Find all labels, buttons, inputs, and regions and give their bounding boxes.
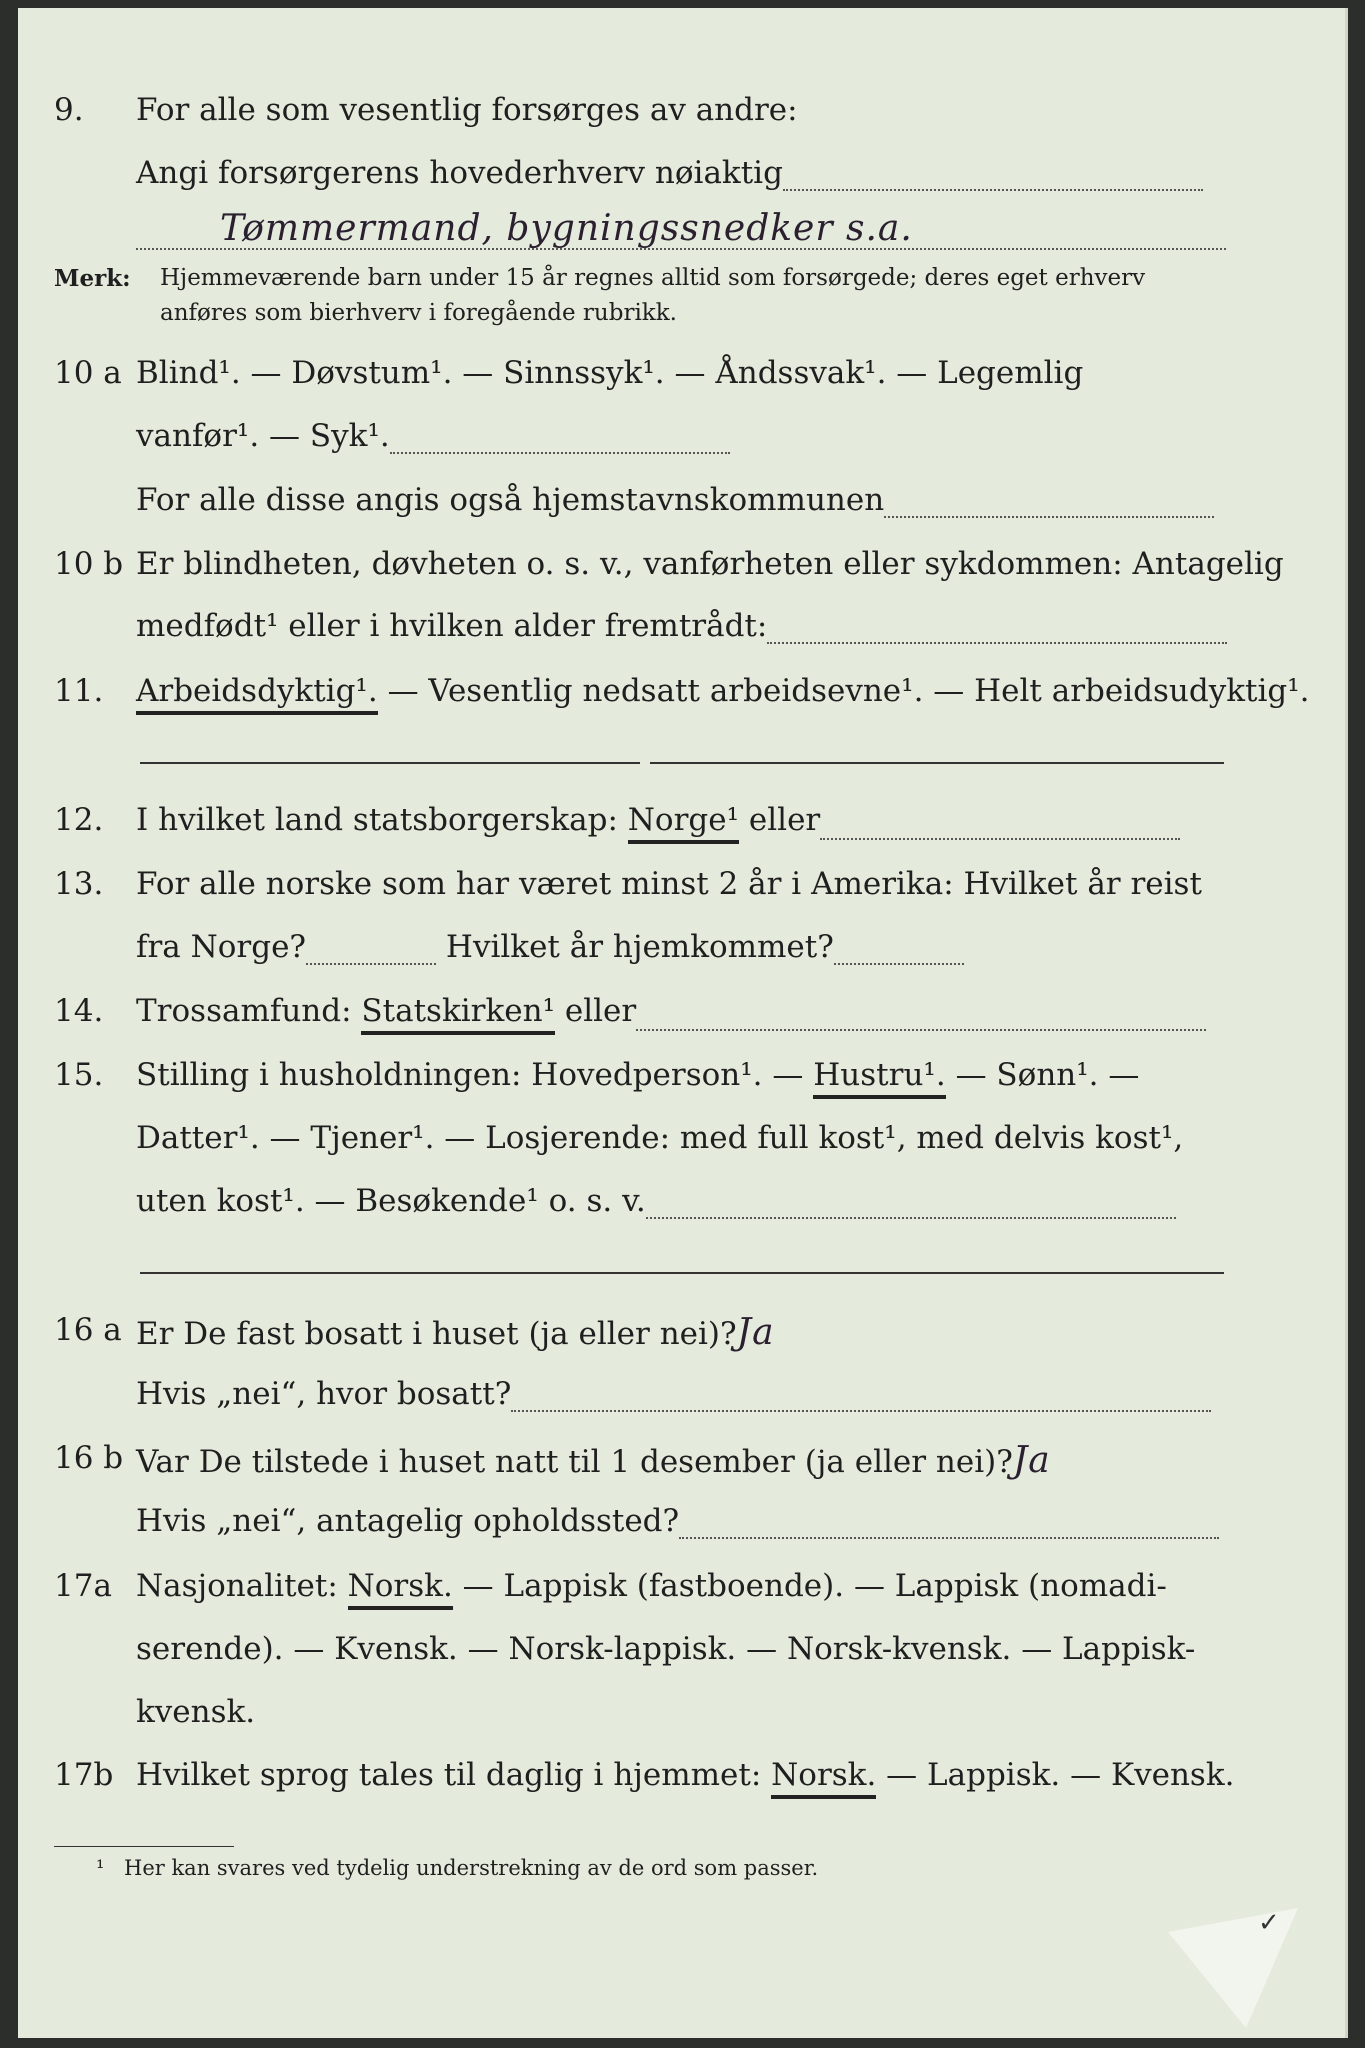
question-text: Hvis „nei“, hvor bosatt? — [136, 1376, 512, 1412]
question-text: Var De tilstede i huset natt til 1 desember (ja eller nei)? — [136, 1444, 1013, 1480]
q11-line — [0, 673, 1365, 729]
question-text: — Lappisk. — Kvensk. — [886, 1757, 1235, 1793]
footnote — [0, 1856, 1365, 1912]
question-text: Blind¹. — Døvstum¹. — Sinnssyk¹. — Åndssvak¹. — Legemlig — [136, 355, 1084, 391]
fill-line — [136, 248, 1226, 250]
marked-option: Norsk. — [348, 1568, 453, 1610]
question-text: — Lappisk (fastboende). — Lappisk (nomadi- — [462, 1568, 1167, 1604]
question-number: 14. — [54, 993, 104, 1029]
q13-line2 — [0, 929, 1365, 985]
question-text: Angi forsørgerens hovederhverv nøiaktig — [136, 155, 783, 191]
question-text: serende). — Kvensk. — Norsk-lappisk. — Norsk-kvensk. — Lappisk- — [136, 1631, 1196, 1667]
question-text: eller — [564, 993, 637, 1029]
q14-line — [0, 993, 1365, 1049]
question-text: For alle som vesentlig forsørges av andre: — [136, 92, 798, 128]
marked-option: Hustru¹. — [813, 1057, 945, 1099]
q15-line3 — [0, 1183, 1365, 1239]
merk-label: Merk: — [54, 265, 131, 292]
question-text: Stilling i husholdningen: Hovedperson¹. — — [136, 1057, 804, 1093]
question-text: I hvilket land statsborgerskap: — [136, 802, 618, 838]
fill-line — [646, 1189, 1176, 1219]
question-text: — Sønn¹. — — [955, 1057, 1140, 1093]
marked-option: Arbeidsdyktig¹. — [136, 673, 378, 715]
question-number: 9. — [54, 92, 84, 128]
q17b-line — [0, 1757, 1365, 1813]
q17a-line2 — [0, 1631, 1365, 1687]
footnote-rule — [54, 1846, 234, 1847]
question-number: 16 a — [54, 1312, 122, 1348]
question-number: 11. — [54, 673, 104, 709]
q9-line2 — [0, 155, 1365, 211]
q10b-line1 — [0, 546, 1365, 602]
q15-line1 — [0, 1057, 1365, 1113]
question-number: 13. — [54, 866, 104, 902]
merk-text: anføres som bierhverv i foregående rubrikk. — [160, 300, 677, 326]
question-number: 12. — [54, 802, 104, 838]
question-number: 10 b — [54, 546, 124, 582]
fill-line — [390, 424, 730, 454]
question-text: Trossamfund: — [136, 993, 352, 1029]
handwritten-answer: Ja — [1012, 1440, 1051, 1481]
q16b-line2 — [0, 1503, 1365, 1559]
question-number: 15. — [54, 1057, 104, 1093]
q10a-line2 — [0, 418, 1365, 474]
fill-line — [767, 614, 1227, 644]
merk-line2 — [0, 300, 1365, 356]
q16a-line1 — [0, 1312, 1365, 1368]
q10a-line3 — [0, 482, 1365, 538]
q10a-line1 — [0, 355, 1365, 411]
checkmark-icon: ✓ — [1258, 1908, 1280, 1938]
question-text: medfødt¹ eller i hvilken alder fremtrådt: — [136, 608, 768, 644]
question-text: fra Norge? — [136, 929, 307, 965]
question-text: vanfør¹. — Syk¹. — [136, 418, 390, 454]
q17a-line3 — [0, 1694, 1365, 1750]
q12-line — [0, 802, 1365, 858]
fill-line — [511, 1382, 1211, 1412]
divider — [140, 762, 640, 764]
question-text: Hvilket år hjemkommet? — [445, 929, 834, 965]
divider — [650, 762, 1224, 764]
q13-line1 — [0, 866, 1365, 922]
marked-option: Norge¹ — [628, 802, 739, 844]
question-number: 17a — [54, 1568, 112, 1604]
q16a-line2 — [0, 1376, 1365, 1432]
marked-option: Statskirken¹ — [361, 993, 555, 1035]
question-number: 17b — [54, 1757, 114, 1793]
question-text: kvensk. — [136, 1694, 256, 1730]
fill-line — [636, 1001, 1206, 1031]
question-number: 16 b — [54, 1440, 124, 1476]
handwritten-answer: Ja — [736, 1312, 775, 1353]
merk-text: Hjemmeværende barn under 15 år regnes alltid som forsørgede; deres eget erhverv — [160, 265, 1146, 291]
question-text: Hvis „nei“, antagelig opholdssted? — [136, 1503, 680, 1539]
fill-line — [884, 488, 1214, 518]
question-text: Nasjonalitet: — [136, 1568, 338, 1604]
footnote-mark: ¹ — [96, 1856, 105, 1880]
marked-option: Norsk. — [771, 1757, 876, 1799]
fill-line — [820, 810, 1180, 840]
question-text: For alle norske som har været minst 2 år i Amerika: Hvilket år reist — [136, 866, 1202, 902]
footnote-text: Her kan svares ved tydelig understrekning av de ord som passer. — [124, 1856, 819, 1880]
divider — [140, 1272, 1224, 1274]
q17a-line1 — [0, 1568, 1365, 1624]
q16b-line1 — [0, 1440, 1365, 1496]
q15-line2 — [0, 1120, 1365, 1176]
q9-answer-line — [0, 208, 1365, 258]
handwritten-answer: Tømmermand, bygningssnedker s.a. — [220, 208, 913, 249]
question-text: For alle disse angis også hjemstavnskommunen — [136, 482, 885, 518]
question-text: Datter¹. — Tjener¹. — Losjerende: med full kost¹, med delvis kost¹, — [136, 1120, 1184, 1156]
q10b-line2 — [0, 608, 1365, 664]
question-text: Er De fast bosatt i huset (ja eller nei)? — [136, 1316, 737, 1352]
question-text: Er blindheten, døvheten o. s. v., vanførheten eller sykdommen: Antagelig — [136, 546, 1284, 582]
fill-line — [834, 935, 964, 965]
fill-line — [783, 161, 1203, 191]
fill-line — [679, 1509, 1219, 1539]
question-number: 10 a — [54, 355, 122, 391]
q9-line1 — [0, 92, 1365, 148]
question-text: uten kost¹. — Besøkende¹ o. s. v. — [136, 1183, 646, 1219]
fill-line — [306, 935, 436, 965]
question-text: eller — [748, 802, 821, 838]
question-text: Hvilket sprog tales til daglig i hjemmet: — [136, 1757, 762, 1793]
question-text: — Vesentlig nedsatt arbeidsevne¹. — Helt arbeidsudyktig¹. — [387, 673, 1310, 709]
